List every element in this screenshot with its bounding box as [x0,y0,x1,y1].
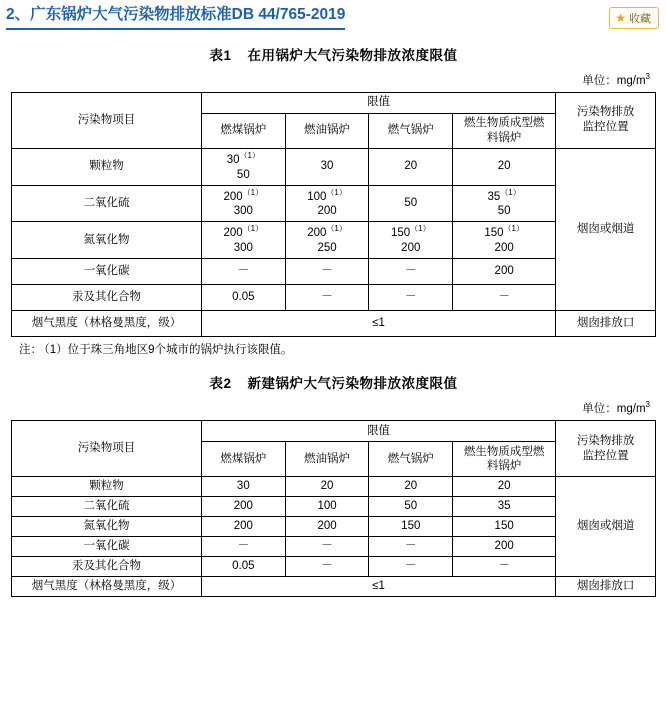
table-row [12,92,656,113]
table-1-cell-3-1: － [285,259,369,285]
table-2-number: 表2 [209,376,232,392]
table-1-cell-4-3: － [453,285,556,311]
table-1-cell-0-3: 20 [453,148,556,185]
table-row [12,311,656,337]
table-2-cell-0-0: 30 [201,477,285,497]
table-1-row-0-name: 颗粒物 [12,148,202,185]
table-1-cell-4-2: － [369,285,453,311]
star-icon: ★ [615,11,626,25]
table-1-col-oil: 燃油锅炉 [285,113,369,148]
table-2-monitor-position: 烟囱或烟道 [556,477,656,577]
table-2-cell-3-2: － [369,537,453,557]
table-1-unit [11,72,650,88]
table-2-cell-0-2: 20 [369,477,453,497]
table-2-cell-4-3: － [453,557,556,577]
table-1-cell-1-2: 50 [369,185,453,222]
table-2-cell-4-0: 0.05 [201,557,285,577]
table-1-cell-4-0: 0.05 [201,285,285,311]
table-1-row-4-name: 汞及其化合物 [12,285,202,311]
table-1-cell-3-2: － [369,259,453,285]
table-2-header-limit: 限值 [201,421,555,442]
table-2-cell-1-3: 35 [453,497,556,517]
table-row [12,477,656,497]
table-1-header-position [556,92,656,148]
table-1-header-position-line1: 污染物排放 [576,106,635,119]
table-2-unit-label: 单位：mg/m [582,403,646,416]
table-1-monitor-position: 烟囱或烟道 [556,148,656,310]
table-1-row-2-name: 氮氧化物 [12,222,202,259]
table-1-cell-4-1: － [285,285,369,311]
table-1-title: 在用锅炉大气污染物排放浓度限值 [247,47,458,63]
table-2-header-position-line1: 污染物排放 [576,434,635,447]
table-1-col-biomass: 燃生物质成型燃 料锅炉 [453,113,556,148]
table-1-row-3-name: 一氧化碳 [12,259,202,285]
table-1-unit-sup: 3 [645,72,650,82]
table-1-note-text: （1）位于珠三角地区9个城市的锅炉执行该限值。 [44,344,293,357]
table-2-row-4-name: 汞及其化合物 [12,557,202,577]
favorite-label: 收藏 [629,13,651,25]
table-2-row-3-name: 一氧化碳 [12,537,202,557]
table-2-cell-2-2: 150 [369,517,453,537]
table-1-cell-1-3: $35^{(1)}$ 50 [453,185,556,222]
table-2-cell-4-1: － [285,557,369,577]
table-2-col-oil: 燃油锅炉 [285,441,369,476]
page-title: 2、广东锅炉大气污染物排放标准DB 44/765-2019 [6,5,345,30]
table-2 [11,420,656,597]
table-2-blackness-position: 烟囱排放口 [556,577,656,597]
table-2-cell-1-2: 50 [369,497,453,517]
section-table-1 [0,44,667,358]
table-2-col-gas: 燃气锅炉 [369,441,453,476]
table-2-cell-1-1: 100 [285,497,369,517]
table-1-cell-2-0: $200^{(1)}$ 300 [201,222,285,259]
table-1-col-gas: 燃气锅炉 [369,113,453,148]
table-1-caption [11,44,656,64]
table-2-header-position [556,421,656,477]
table-1-unit-label: 单位：mg/m [582,74,646,87]
table-1-cell-2-2: $150^{(1)}$ 200 [369,222,453,259]
table-2-row-2-name: 氮氧化物 [12,517,202,537]
table-1-blackness-value: ≤1 [201,311,555,337]
table-2-cell-0-1: 20 [285,477,369,497]
table-2-header-position-line2: 监控位置 [582,449,629,462]
table-2-cell-3-0: － [201,537,285,557]
table-2-title: 新建锅炉大气污染物排放浓度限值 [247,376,458,392]
table-2-row-1-name: 二氧化硫 [12,497,202,517]
table-2-cell-2-3: 150 [453,517,556,537]
table-2-cell-4-2: － [369,557,453,577]
table-2-cell-3-1: － [285,537,369,557]
table-1-cell-3-0: － [201,259,285,285]
table-1-cell-1-1: $100^{(1)}$ 200 [285,185,369,222]
table-2-cell-1-0: 200 [201,497,285,517]
table-1-header-limit: 限值 [201,92,555,113]
table-1-blackness-name: 烟气黑度（林格曼黑度，级） [12,311,202,337]
table-1-header-pollutant: 污染物项目 [12,92,202,148]
table-1-cell-0-1: 30 [285,148,369,185]
table-1-header-position-line2: 监控位置 [582,121,629,134]
table-row [12,577,656,597]
table-row [12,421,656,442]
table-1-cell-2-3: $150^{(1)}$ 200 [453,222,556,259]
table-1-cell-3-3: 200 [453,259,556,285]
table-2-unit-sup: 3 [645,400,650,410]
table-2-cell-3-3: 200 [453,537,556,557]
table-2-caption [11,372,656,392]
table-1-blackness-position: 烟囱排放口 [556,311,656,337]
table-2-col-coal: 燃煤锅炉 [201,441,285,476]
table-1-note-label: 注： [19,344,42,357]
table-2-unit [11,400,650,416]
table-row [12,148,656,185]
table-2-col-biomass: 燃生物质成型燃 料锅炉 [453,441,556,476]
document-header [0,0,667,30]
table-1-cell-0-0: $30^{(1)}$ 50 [201,148,285,185]
table-2-cell-0-3: 20 [453,477,556,497]
table-1-note [19,342,656,358]
table-2-row-0-name: 颗粒物 [12,477,202,497]
section-table-2 [0,372,667,597]
table-2-blackness-value: ≤1 [201,577,555,597]
table-1-number: 表1 [209,47,232,63]
table-1-cell-2-1: $200^{(1)}$ 250 [285,222,369,259]
table-2-cell-2-0: 200 [201,517,285,537]
table-1-col-coal: 燃煤锅炉 [201,113,285,148]
table-1-row-1-name: 二氧化硫 [12,185,202,222]
favorite-button[interactable] [609,7,659,29]
table-1 [11,92,656,337]
table-1-cell-1-0: $200^{(1)}$ 300 [201,185,285,222]
table-1-cell-0-2: 20 [369,148,453,185]
table-2-blackness-name: 烟气黑度（林格曼黑度，级） [12,577,202,597]
table-2-cell-2-1: 200 [285,517,369,537]
table-2-header-pollutant: 污染物项目 [12,421,202,477]
